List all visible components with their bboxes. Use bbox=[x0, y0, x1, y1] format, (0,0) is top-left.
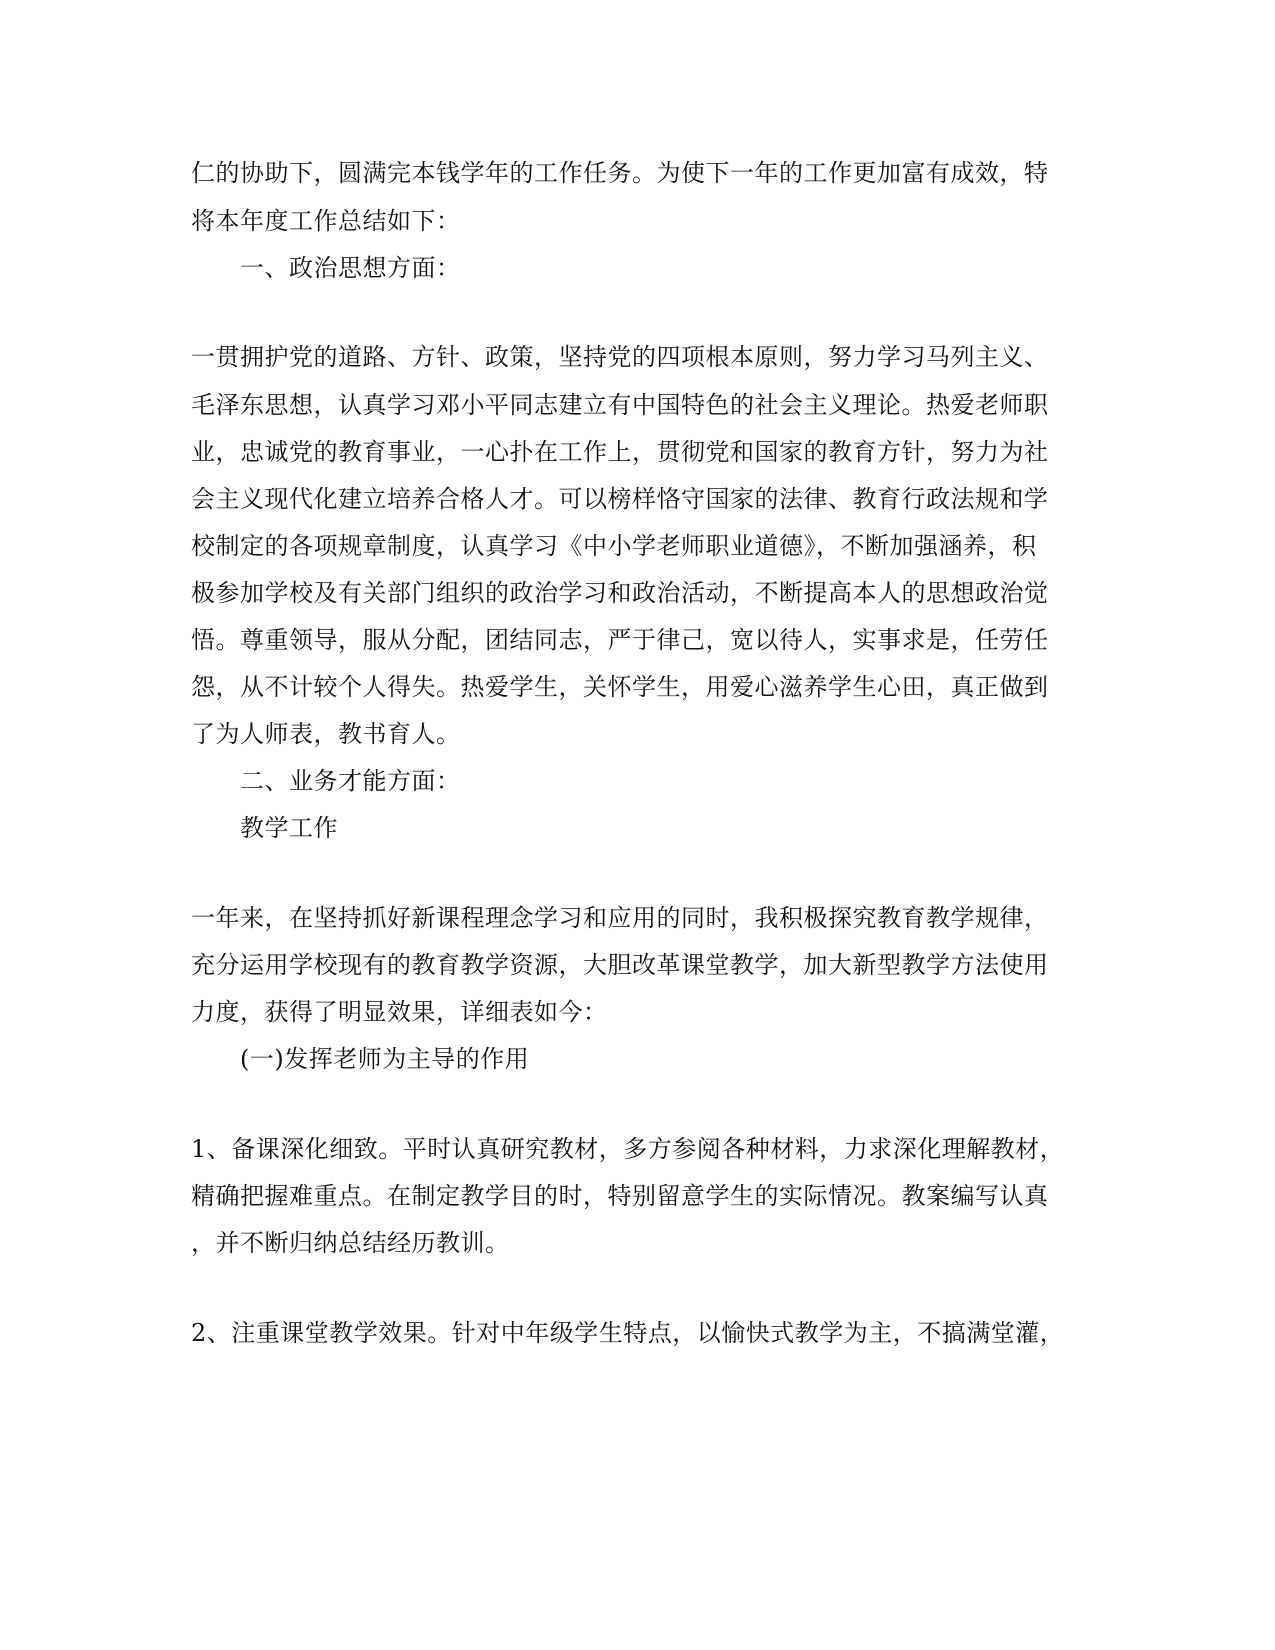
text-line: 业，忠诚党的教育事业，一心扑在工作上，贯彻党和国家的教育方针，努力为社 bbox=[191, 438, 1049, 466]
subsection-heading: (一)发挥老师为主导的作用 bbox=[240, 1045, 530, 1073]
text-line: 了为人师表，教书育人。 bbox=[191, 720, 461, 748]
subsection-heading: 教学工作 bbox=[240, 814, 338, 842]
text-line: 将本年度工作总结如下： bbox=[191, 207, 461, 235]
text-line: ，并不断归纳总结经历教训。 bbox=[191, 1229, 510, 1257]
text-line: 极参加学校及有关部门组织的政治学习和政治活动，不断提高本人的思想政治觉 bbox=[191, 579, 1049, 607]
text-line: 一贯拥护党的道路、方针、政策，坚持党的四项根本原则，努力学习马列主义、 bbox=[191, 343, 1049, 371]
text-line: 一年来，在坚持抓好新课程理念学习和应用的同时，我积极探究教育教学规律， bbox=[191, 904, 1049, 932]
text-line: 充分运用学校现有的教育教学资源，大胆改革课堂教学，加大新型教学方法使用 bbox=[191, 951, 1049, 979]
section-heading: 一、政治思想方面： bbox=[240, 254, 461, 282]
text-line: 1、备课深化细致。平时认真研究教材，多方参阅各种材料，力求深化理解教材， bbox=[191, 1135, 1065, 1163]
text-line: 力度，获得了明显效果，详细表如今： bbox=[191, 998, 608, 1026]
text-line: 悟。尊重领导，服从分配，团结同志，严于律己，宽以待人，实事求是，任劳任 bbox=[191, 626, 1049, 654]
text-line: 2、注重课堂教学效果。针对中年级学生特点，以愉快式教学为主，不搞满堂灌， bbox=[191, 1319, 1065, 1347]
text-line: 毛泽东思想，认真学习邓小平同志建立有中国特色的社会主义理论。热爱老师职 bbox=[191, 391, 1049, 419]
text-line: 怨，从不计较个人得失。热爱学生，关怀学生，用爱心滋养学生心田，真正做到 bbox=[191, 673, 1049, 701]
text-line: 会主义现代化建立培养合格人才。可以榜样恪守国家的法律、教育行政法规和学 bbox=[191, 485, 1049, 513]
text-line: 校制定的各项规章制度，认真学习《中小学老师职业道德》，不断加强涵养，积 bbox=[191, 532, 1037, 560]
text-line: 仁的协助下，圆满完本钱学年的工作任务。为使下一年的工作更加富有成效，特 bbox=[191, 159, 1049, 187]
section-heading: 二、业务才能方面： bbox=[240, 767, 461, 795]
text-line: 精确把握难重点。在制定教学目的时，特别留意学生的实际情况。教案编写认真 bbox=[191, 1182, 1049, 1210]
